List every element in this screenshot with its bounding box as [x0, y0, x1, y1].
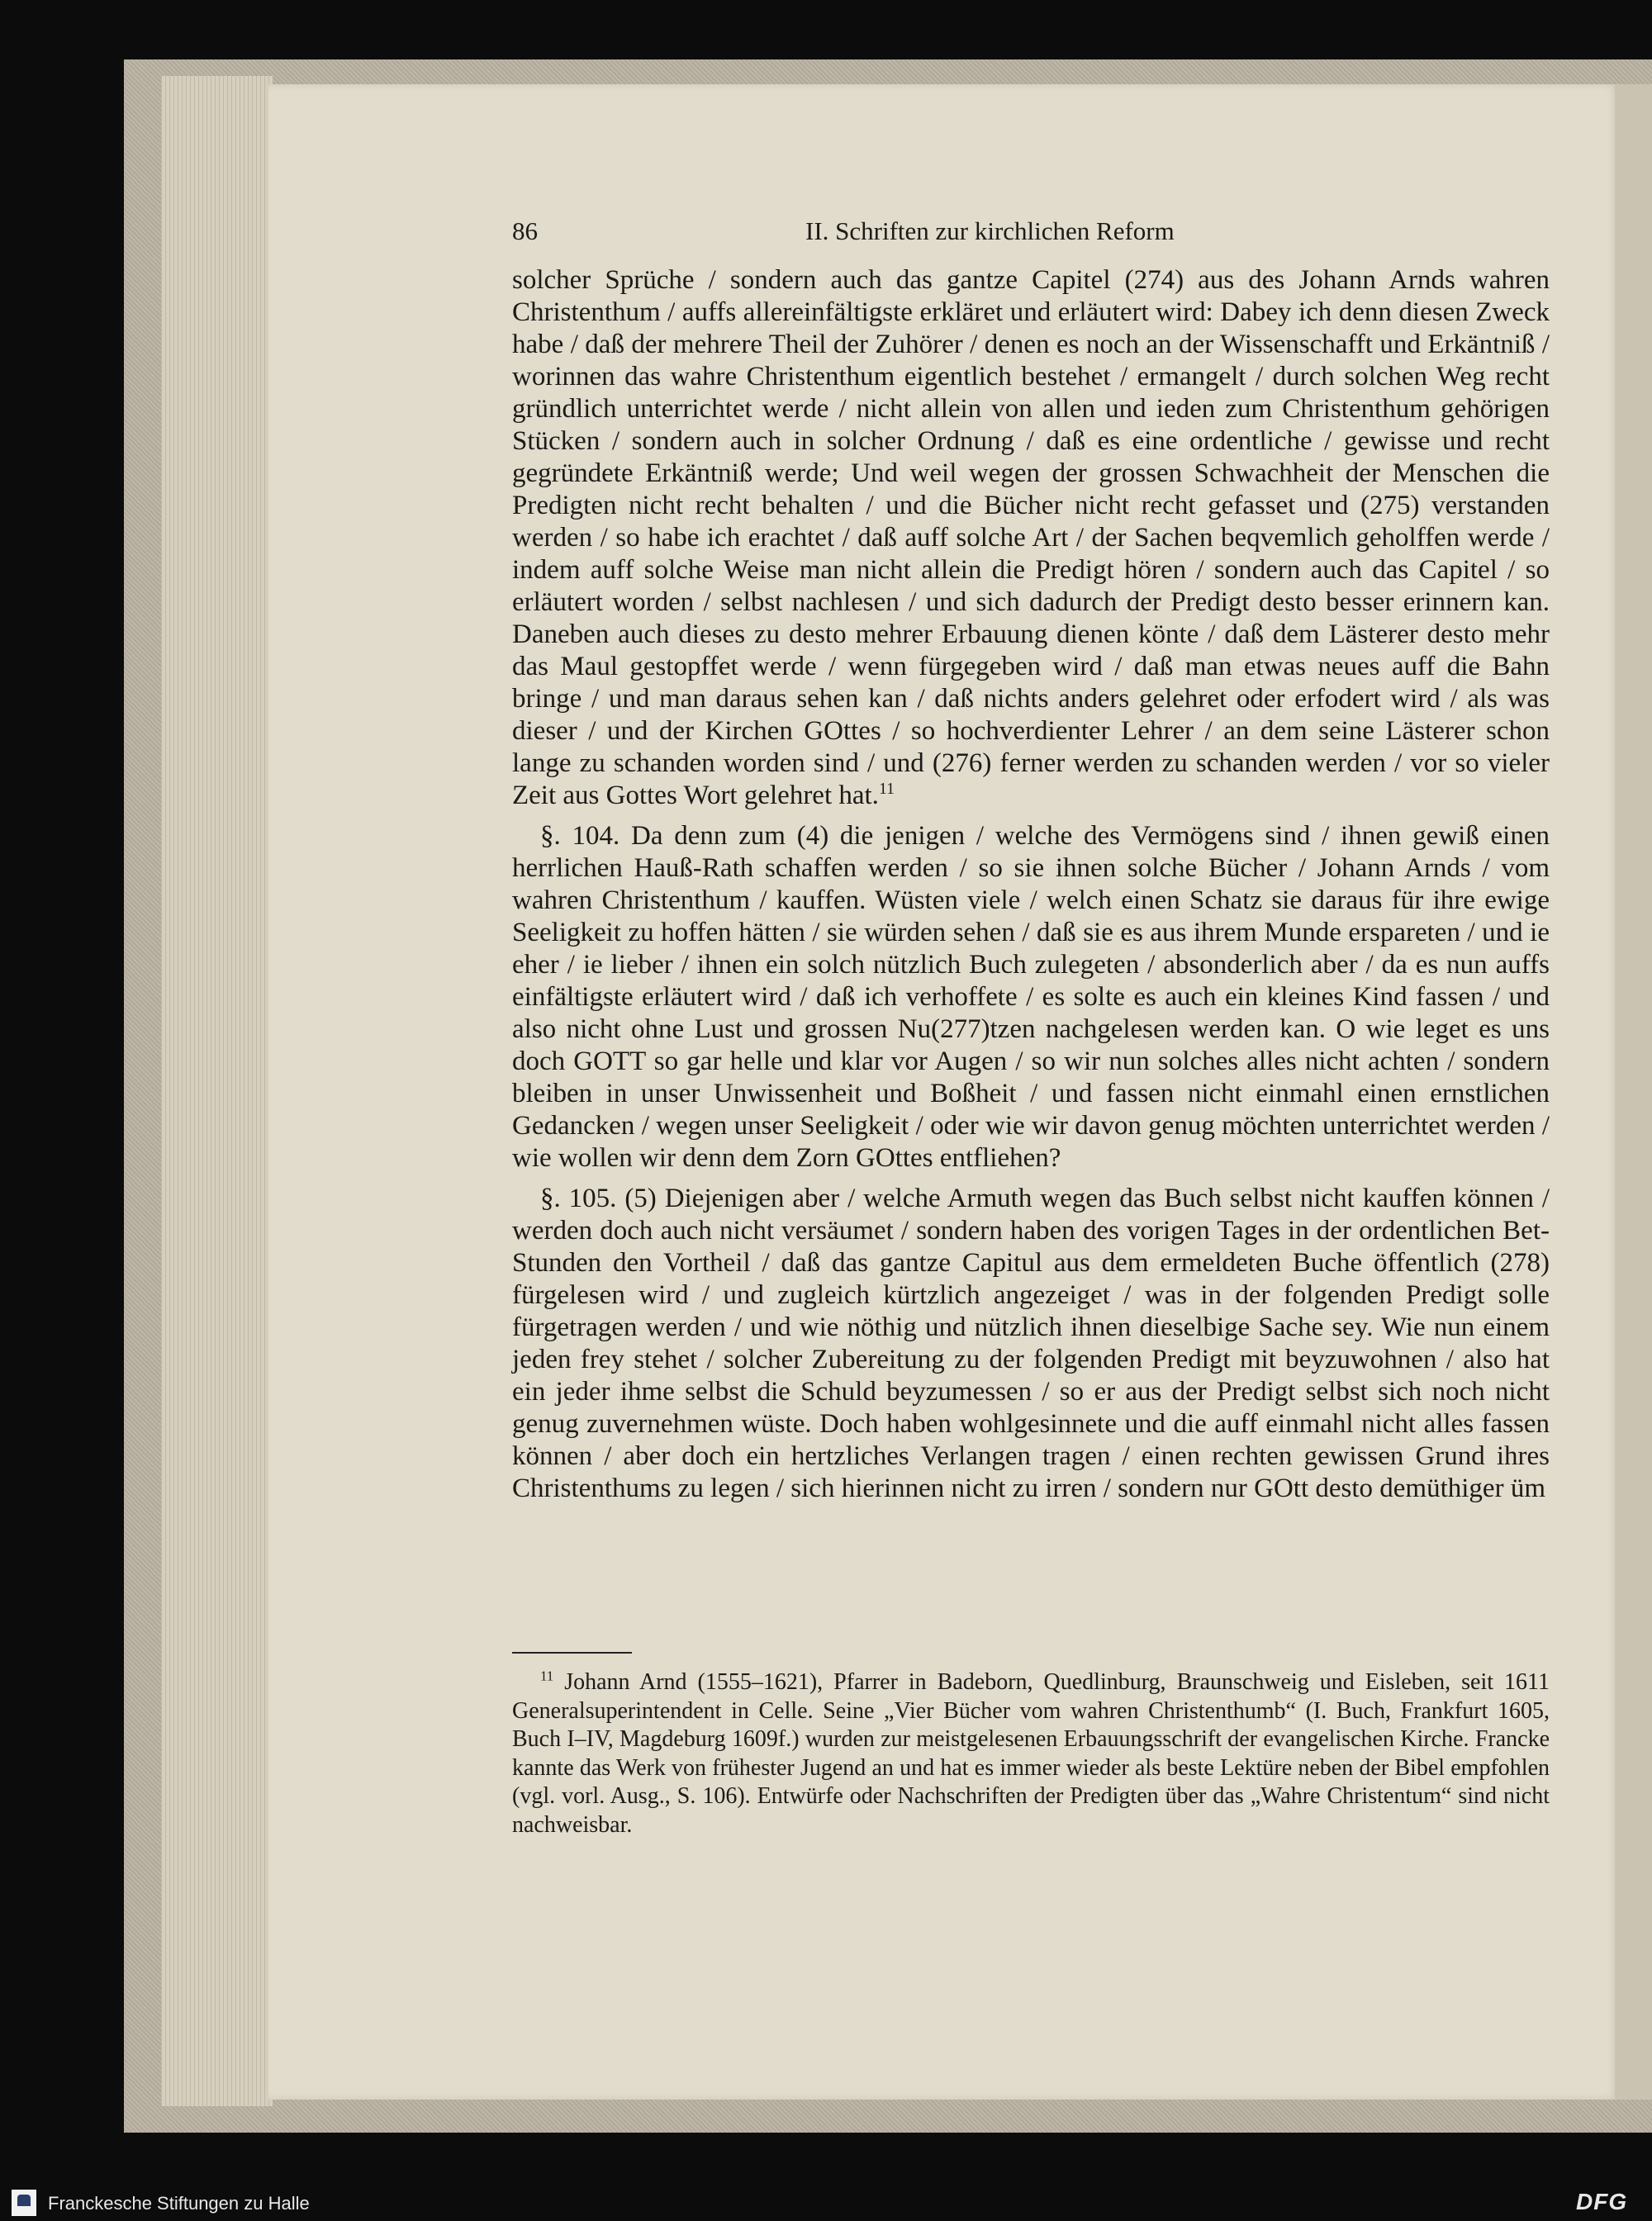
page-edges	[161, 76, 273, 2106]
institution-name[interactable]: Franckesche Stiftungen zu Halle	[48, 2193, 310, 2214]
facing-page-gutter	[1615, 84, 1652, 2100]
footnote	[512, 1668, 1550, 1839]
dfg-logo[interactable]: DFG	[1576, 2189, 1628, 2214]
footnote-text: Johann Arnd (1555–1621), Pfarrer in Badeborn, Quedlinburg, Braunschweig und Eisleben, seit 1611 Generalsuperintendent in Celle. Seine „Vier Bücher vom wahren Christenthumb“ (I. Buch, Frankfurt 1605, Buch I–IV, Magdeburg 1609f.) wurden zur meistgelesenen Erbauungsschrift der evangelischen Kirche. Francke kannte das Werk von frühester Jugend an und hat es immer wieder als beste Lektüre neben der Bibel empfohlen (vgl. vorl. Ausg., S. 106). Entwürfe oder Nachschriften der Predigten über das „Wahre Christentum“ sind nicht nachweisbar.	[512, 1669, 1550, 1838]
paragraph-section-104: §. 104. Da denn zum (4) die jenigen / welche des Vermögens sind / ihnen gewiß einen herrlichen Hauß-Rath schaffen werden / so sie ihnen solche Bücher / Johann Arnds / vom wahren Christenthum / kauffen. Wüsten viele / welch einen Schatz sie daraus für ihre ewige Seeligkeit zu hoffen hätten / sie würden sehen / daß sie es aus ihrem Munde erspareten / und ie eher / ie lieber / ihnen ein solch nützlich Buch zulegeten / absonderlich aber / da es nun auffs einfältigste erläutert wird / daß ich verhoffete / es solte es auch ein kleines Kind fassen / und also nicht ohne Lust und grossen Nu(277)tzen nachgelesen werden kan. O wie leget es uns doch GOTT so gar helle und klar vor Augen / so wir nun solches alles nicht achten / sondern bleiben in unser Unwissenheit und Boßheit / und fassen nicht einmahl einen ernstlichen Gedancken / wegen unser Seeligkeit / oder wie wir davon genug möchten unterrichtet werden / wie wollen wir denn dem Zorn GOttes entfliehen?	[512, 821, 1550, 1173]
running-title: II. Schriften zur kirchlichen Reform	[805, 216, 1175, 245]
footnote-divider	[512, 1652, 632, 1654]
page-number: 86	[512, 216, 538, 245]
institution-logo-icon[interactable]	[12, 2190, 36, 2216]
running-header	[512, 216, 1561, 249]
footnote-reference: 11	[878, 780, 895, 798]
paragraph-continuation	[512, 264, 1550, 812]
footnote-number: 11	[540, 1668, 554, 1684]
main-text	[512, 264, 1550, 1505]
paragraph-section-105: §. 105. (5) Diejenigen aber / welche Armuth wegen das Buch selbst nicht kauffen können / werden doch auch nicht versäumet / sondern haben des vorigen Tages in der ordentlichen Bet-Stunden den Vortheil / daß das gantze Capitul aus dem ermeldeten Buche öffentlich (278) fürgelesen wird / und zugleich kürtzlich angezeiget / was in der folgenden Predigt solle fürgetragen werden / und wie nöthig und nützlich ihnen dieselbige Sache sey. Wie nun einem jeden frey stehet / solcher Zubereitung zu der folgenden Predigt mit beyzuwohnen / also hat ein jeder ihme selbst die Schuld beyzumessen / so er aus der Predigt selbst sich noch nicht genug zuvernehmen wüste. Doch haben wohlgesinnete und die auff einmahl nicht alles fassen können / aber doch ein hertzliches Verlangen tragen / einen rechten gewissen Grund ihres Christenthums zu legen / sich hierinnen nicht zu irren / sondern nur GOtt desto demüthiger üm	[512, 1184, 1550, 1503]
paragraph-text: solcher Sprüche / sondern auch das gantze Capitel (274) aus des Johann Arnds wahren Christenthum / auffs allereinfältigste erkläret und erläutert wird: Dabey ich denn diesen Zweck habe / daß der mehrere Theil der Zuhörer / denen es noch an der Wissenschafft und Erkäntniß / worinnen das wahre Christenthum eigentlich bestehet / ermangelt / durch solchen Weg recht gründlich unterrichtet werde / nicht allein von allen und ieden zum Christenthum gehörigen Stücken / sondern auch in solcher Ordnung / daß es eine ordentliche / gewisse und recht gegründete Erkäntniß werde; Und weil wegen der grossen Schwachheit der Menschen die Predigten nicht recht behalten / und die Bücher nicht recht gefasset und (275) verstanden werden / so habe ich erachtet / daß auff solche Art / der Sachen beqvemlich geholffen werde / indem auff solche Weise man nicht allein die Predigt hören / sondern auch das Capitel / so erläutert worden / selbst nachlesen / und sich dadurch der Predigt desto besser erinnern kan. Daneben auch dieses zu desto mehrer Erbauung dienen könte / daß dem Lästerer desto mehr das Maul gestopffet werde / wenn fürgegeben wird / daß man etwas neues auff die Bahn bringe / und man daraus sehen kan / daß nichts anders gelehret oder erfodert wird / als was dieser / und der Kirchen GOttes / so hochverdienter Lehrer / an dem seine Lästerer schon lange zu schanden worden sind / und (276) ferner werden zu schanden werden / vor so vieler Zeit aus Gottes Wort gelehret hat.	[512, 265, 1550, 810]
